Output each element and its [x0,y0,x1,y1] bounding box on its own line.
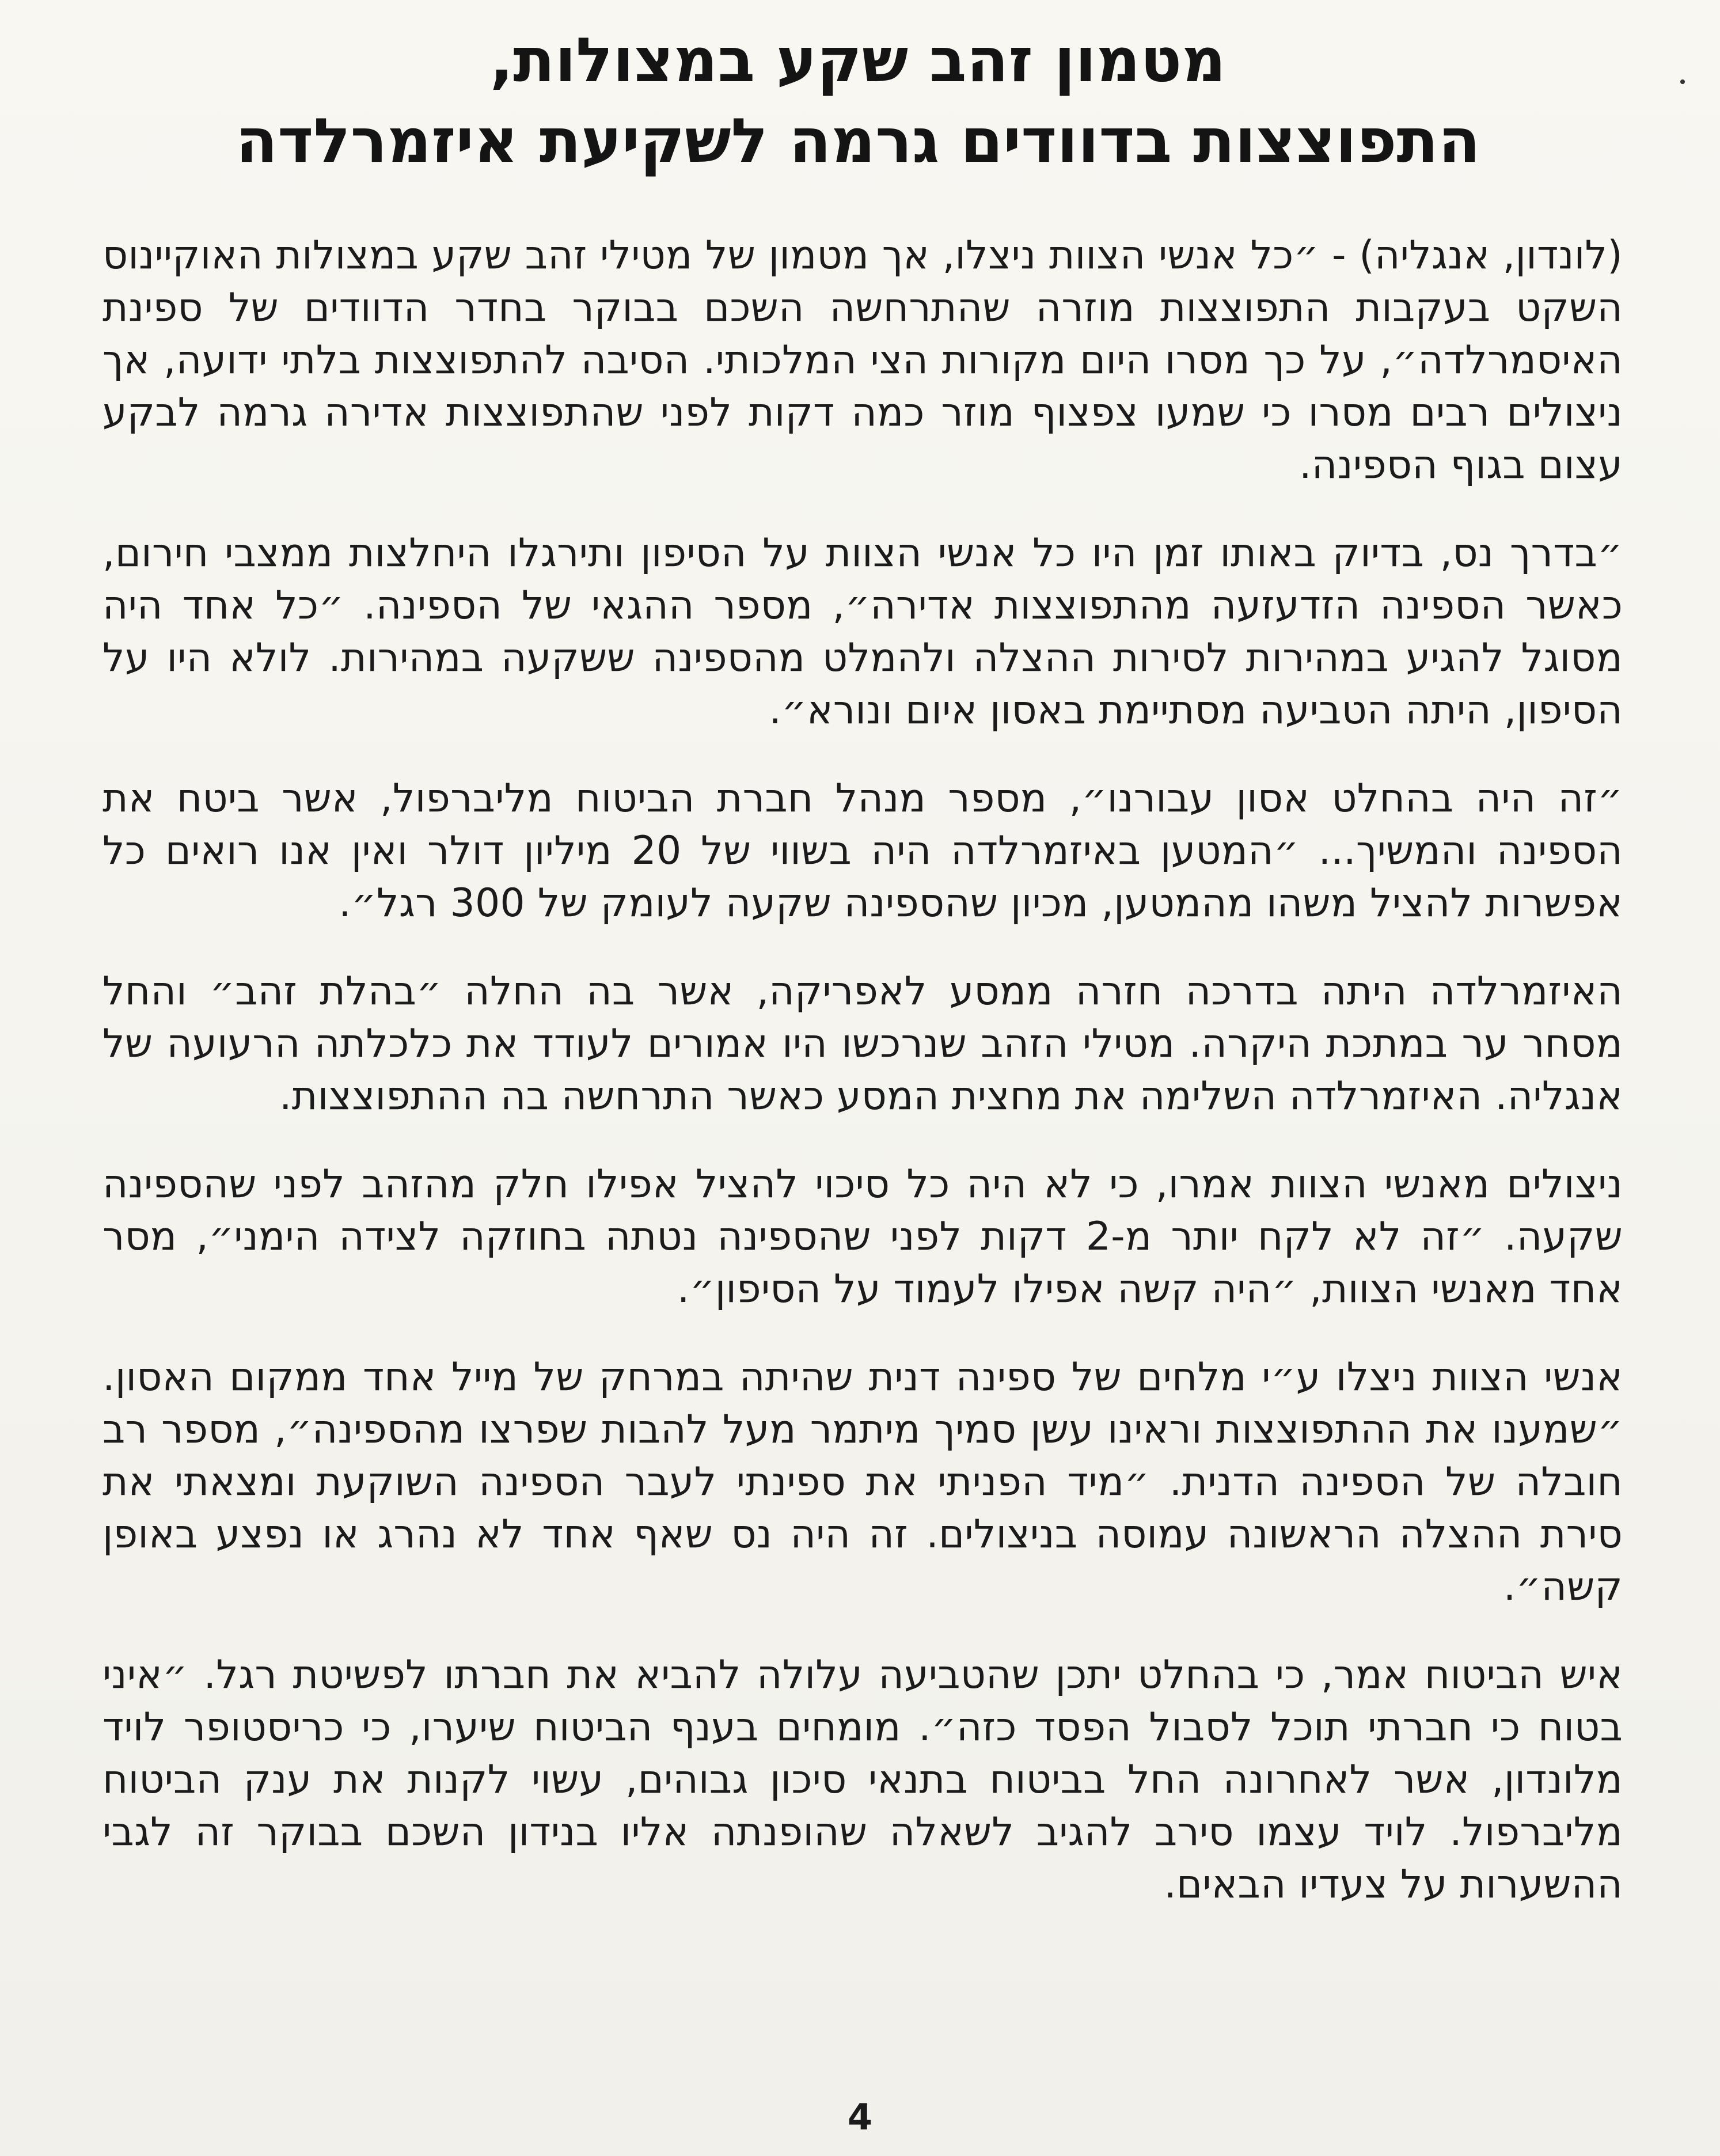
headline-line-1: מטמון זהב שקע במצולות, [490,25,1226,96]
article-paragraph: האיזמרלדה היתה בדרכה חזרה ממסע לאפריקה, אשר בה החלה ״בהלת זהב״ והחל מסחר ער במתכת היקרה. מטילי הזהב שנרכשו היו אמורים לעודד את כלכלתה הרעועה של אנגליה. האיזמרלדה השלימה את מחצית המסע כאשר התרחשה בה ההתפוצצות. [102,969,1623,1119]
headline-line-2: התפוצצות בדוודים גרמה לשקיעת איזמרלדה [236,105,1480,176]
page-number: 4 [847,2096,873,2138]
article-paragraph: ניצולים מאנשי הצוות אמרו, כי לא היה כל סיכוי להציל אפילו חלק מהזהב לפני שהספינה שקעה. ״זה לא לקח יותר מ-2 דקות לפני שהספינה נטתה בחוזקה לצידה הימני״, מסר אחד מאנשי הצוות, ״היה קשה אפילו לעמוד על הסיפון״. [102,1161,1623,1312]
article-paragraph: איש הביטוח אמר, כי בהחלט יתכן שהטביעה עלולה להביא את חברתו לפשיטת רגל. ״איני בטוח כי חברתי תוכל לסבול הפסד כזה״. מומחים בענף הביטוח שיערו, כי כריסטופר לויד מלונדון, אשר לאחרונה החל בביטוח בתנאי סיכון גבוהים, עשוי לקנות את ענק הביטוח מליברפול. לויד עצמו סירב להגיב לשאלה שהופנתה אליו בנידון השכם בבוקר זה לגבי ההשערות על צעדיו הבאים. [102,1652,1623,1907]
article-paragraph: (לונדון, אנגליה) - ״כל אנשי הצוות ניצלו, אך מטמון של מטילי זהב שקע במצולות האוקיינוס השקט בעקבות התפוצצות מוזרה שהתרחשה השכם בבוקר בחדר הדוודים של ספינת האיסמרלדה״, על כך מסרו היום מקורות הצי המלכותי. הסיבה להתפוצצות בלתי ידועה, אך ניצולים רבים מסרו כי שמעו צפצוף מוזר כמה דקות לפני שהתפוצצות אדירה גרמה לבקע עצום בגוף הספינה. [102,233,1623,488]
article-paragraph: ״בדרך נס, בדיוק באותו זמן היו כל אנשי הצוות על הסיפון ותירגלו היחלצות ממצבי חירום, כאשר הספינה הזדעזעה מהתפוצצות אדירה״, מספר ההגאי של הספינה. ״כל אחד היה מסוגל להגיע במהירות לסירות ההצלה ולהמלט מהספינה ששקעה במהירות. לולא היו על הסיפון, היתה הטביעה מסתיימת באסון איום ונורא״. [102,530,1623,733]
article-paragraph: ״זה היה בהחלט אסון עבורנו״, מספר מנהל חברת הביטוח מליברפול, אשר ביטח את הספינה והמשיך... ״המטען באיזמרלדה היה בשווי של 20 מיליון דולר ואין אנו רואים כל אפשרות להציל משהו מהמטען, מכיון שהספינה שקעה לעומק של 300 רגל״. [102,776,1623,926]
margin-dot-mark [1680,79,1685,84]
article-paragraph: אנשי הצוות ניצלו ע״י מלחים של ספינה דנית שהיתה במרחק של מייל אחד ממקום האסון. ״שמענו את ההתפוצצות וראינו עשן סמיך מיתמר מעל להבות שפרצו מהספינה״, מספר רב חובלה של הספינה הדנית. ״מיד הפניתי את ספינתי לעבר הספינה השוקעת ומצאתי את סירת ההצלה הראשונה עמוסה בניצולים. זה היה נס שאף אחד לא נהרג או נפצע באופן קשה״. [102,1354,1623,1610]
article-body [102,229,1623,1946]
